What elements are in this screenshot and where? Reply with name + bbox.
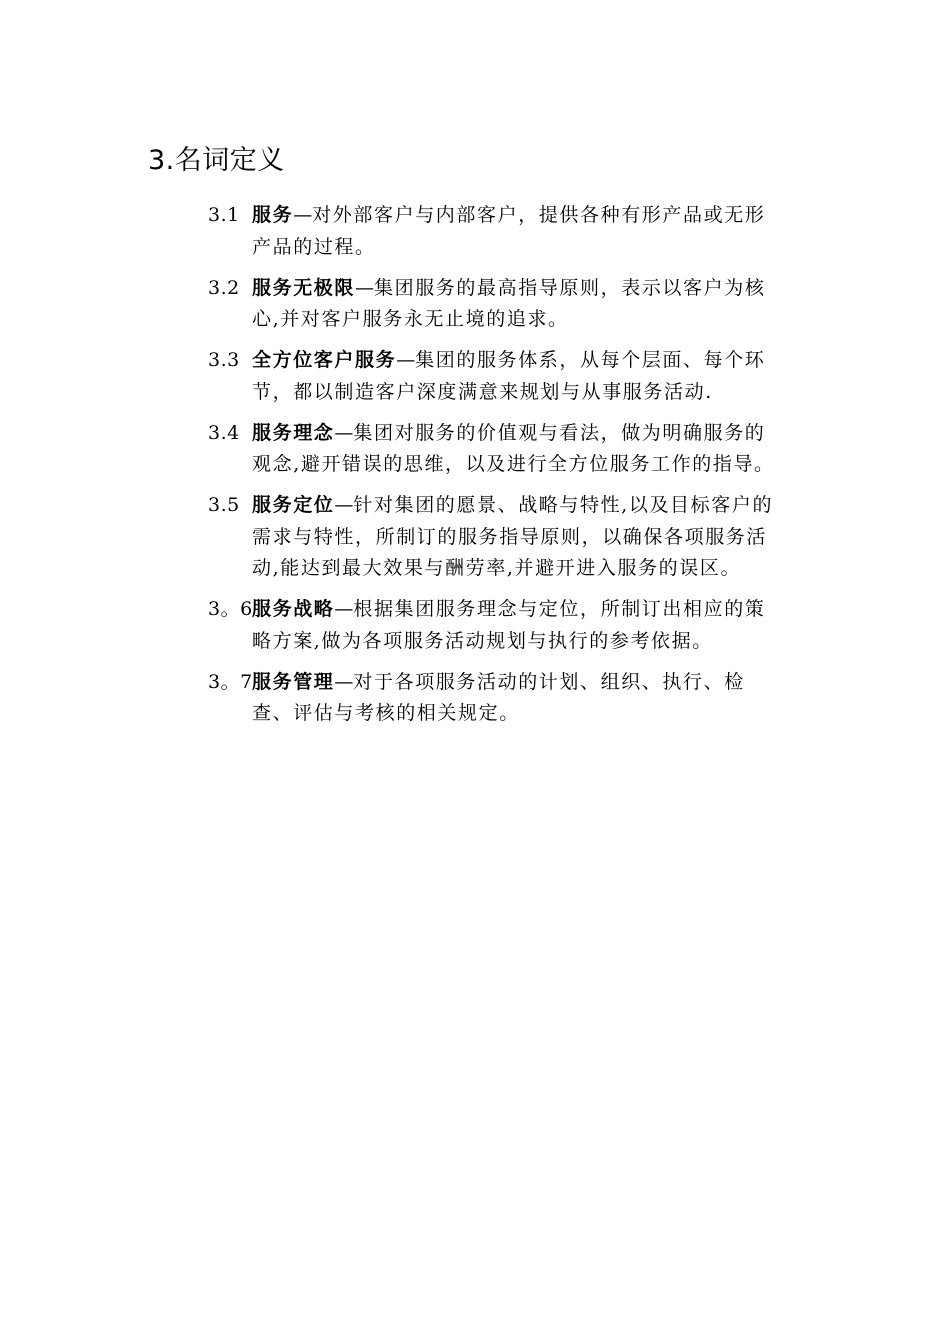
definition-text: 根据集团服务理念与定位，所制订出相应的策略方案,做为各项服务活动规划与执行的参考依据。 [252, 598, 766, 652]
definition-text: 集团对服务的价值观与看法，做为明确服务的观念,避开错误的思维，以及进行全方位服务工作的指导。 [252, 421, 775, 475]
definition-item [208, 490, 778, 585]
definition-text: 针对集团的愿景、战略与特性,以及目标客户的需求与特性，所制订的服务指导原则，以确保各项服务活动,能达到最大效果与酬劳率,并避开进入服务的误区。 [252, 494, 774, 579]
definition-text: 对外部客户与内部客户，提供各种有形产品或无形产品的过程。 [252, 204, 766, 258]
definition-term: 服务无极限 [252, 276, 356, 299]
definition-item [208, 273, 778, 336]
definition-dash: — [355, 276, 375, 299]
definition-number: 3.4 [208, 421, 240, 444]
definition-term: 服务战略 [252, 598, 335, 620]
definition-dash: — [334, 598, 354, 620]
definition-item [208, 594, 778, 657]
definition-term: 服务定位 [252, 494, 335, 516]
definition-text: 对于各项服务活动的计划、组织、执行、检查、评估与考核的相关规定。 [252, 670, 745, 724]
definition-dash: — [396, 349, 416, 371]
definition-number: 3.3 [208, 349, 240, 371]
definition-number: 3。6 [208, 598, 253, 620]
definition-dash: — [334, 670, 354, 693]
definition-item [208, 345, 778, 408]
definition-list [208, 200, 778, 739]
definition-number: 3.1 [208, 204, 240, 226]
definition-dash: — [334, 494, 354, 516]
definition-number: 3.5 [208, 494, 240, 516]
definition-item [208, 200, 778, 263]
definition-item [208, 418, 778, 481]
definition-item [208, 667, 778, 730]
definition-term: 服务管理 [252, 670, 335, 693]
definition-number: 3.2 [208, 276, 240, 299]
definition-text: 集团的服务体系，从每个层面、每个环节，都以制造客户深度满意来规划与从事服务活动. [252, 349, 766, 403]
definition-term: 全方位客户服务 [252, 349, 397, 371]
definition-term: 服务理念 [252, 421, 335, 444]
definition-term: 服务 [252, 204, 294, 226]
section-title: 3.名词定义 [148, 145, 285, 176]
definition-dash: — [334, 421, 354, 444]
definition-text: 集团服务的最高指导原则，表示以客户为核心,并对客户服务永无止境的追求。 [252, 276, 766, 330]
definition-dash: — [293, 204, 313, 226]
definition-number: 3。7 [208, 670, 253, 693]
